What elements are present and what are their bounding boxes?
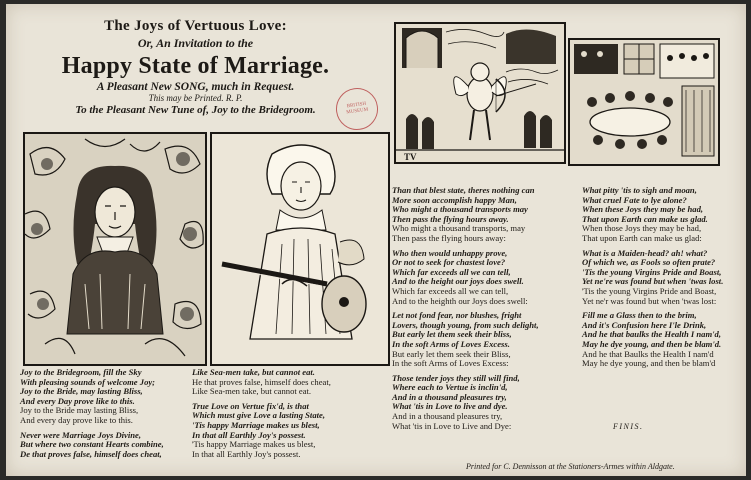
stanza xyxy=(192,368,372,397)
title-main: Happy State of Marriage. xyxy=(61,53,330,79)
verse-line: In that all Earthly Joy's possest. xyxy=(192,448,301,459)
verse-line: When these Joys they may be had, xyxy=(582,204,704,215)
verse-line: Or not to seek for chastest love? xyxy=(392,257,506,268)
verse-line: But where two constant Hearts combine, xyxy=(20,439,164,450)
verse-line: 'Tis the young Virgins Pride and Boast, xyxy=(582,285,717,296)
finis-mark: FINIS. xyxy=(613,422,644,431)
verse-line: What cruel Fate to lye alone? xyxy=(582,194,687,205)
verse-line: Then pass the flying hours away: xyxy=(392,232,506,243)
wedding-feast-icon xyxy=(570,40,718,164)
verse-line: What is a Maiden-head? ah! what? xyxy=(582,247,708,258)
verse-column-3 xyxy=(392,186,578,436)
verse-line: With pleasing sounds of welcome Joy; xyxy=(20,376,156,387)
cupid-with-bow-icon xyxy=(396,24,564,162)
verse-line: Joy to the Bride, may lasting Bliss, xyxy=(20,386,143,397)
verse-line: He that proves false, himself does cheat, xyxy=(192,376,331,387)
verse-line: Like Sea-men take, but cannot eat. xyxy=(192,367,315,377)
verse-line: Then pass the flying hours away. xyxy=(392,213,509,224)
stanza xyxy=(392,186,578,244)
verse-column-1 xyxy=(20,368,196,464)
verse-line: What 'tis in Love to live and dye. xyxy=(392,401,508,412)
stanza xyxy=(192,402,372,460)
verse-line: And in a thousand pleasures try, xyxy=(392,391,507,402)
verse-line: Those tender joys they still will find, xyxy=(392,372,520,383)
verse-line: But early let them seek their bliss, xyxy=(392,329,512,340)
verse-line: And every day prove like to this. xyxy=(20,414,133,425)
verse-line: Let not fond fear, nor blushes, fright xyxy=(392,310,522,321)
verse-line: Who then would unhappy prove, xyxy=(392,247,508,258)
verse-line: What pitty 'tis to sigh and moan, xyxy=(582,185,697,195)
verse-line: True Love on Vertue fix'd, is that xyxy=(192,400,309,411)
stanza xyxy=(392,311,578,369)
verse-line: And to the height our joys does swell. xyxy=(392,276,524,287)
stanza xyxy=(392,374,578,432)
verse-line: Like Sea-men take, but cannot eat. xyxy=(192,386,312,397)
verse-line: And in a thousand pleasures try, xyxy=(392,411,503,422)
verse-column-4 xyxy=(582,186,742,374)
woodcut-cupid-scene xyxy=(394,22,566,164)
woodcut-initials: TV xyxy=(404,152,417,162)
verse-line: Of which we, as Fools so often prate? xyxy=(582,257,716,268)
verse-line: May he dye young, and then be blam'd. xyxy=(582,338,722,349)
stanza xyxy=(20,368,196,426)
verse-line: Yet ne'r was found but when 'twas lost: xyxy=(582,295,717,306)
verse-line: That upon Earth can make us glad: xyxy=(582,232,702,243)
verse-line: And he that baulks the Health I nam'd, xyxy=(582,329,721,340)
verse-line: De that proves false, himself does cheat, xyxy=(20,448,162,459)
verse-line: That upon Earth can make us glad. xyxy=(582,213,708,224)
woodcut-man-portrait xyxy=(23,132,207,366)
stanza xyxy=(582,249,742,307)
stanza xyxy=(392,249,578,307)
verse-line: Never were Marriage Joys Divine, xyxy=(20,429,142,440)
verse-line: Which must give Love a lasting State, xyxy=(192,410,325,421)
verse-line: When those Joys they may be had, xyxy=(582,223,702,234)
title-subtitle: A Pleasant New SONG, much in Request. xyxy=(96,81,295,93)
verse-line: What 'tis in Love to Live and Dye: xyxy=(392,420,512,431)
broadside-sheet xyxy=(6,4,746,476)
verse-line: 'Tis happy Marriage makes us blest, xyxy=(192,439,316,450)
verse-line: Where each to Vertue is inclin'd, xyxy=(392,382,508,393)
verse-line: And he that Baulks the Health I nam'd xyxy=(582,348,714,359)
title-line-2: Or, An Invitation to the xyxy=(137,36,254,50)
verse-line: In the soft Arms of Loves Excess: xyxy=(392,358,509,369)
verse-line: Which far exceeds all we can tell, xyxy=(392,266,511,277)
title-block xyxy=(18,18,373,116)
woman-with-lute-icon xyxy=(212,134,388,364)
man-portrait-icon xyxy=(25,134,205,364)
title-line-1: The Joys of Vertuous Love: xyxy=(104,18,287,34)
verse-line: In the soft Arms of Loves Excess. xyxy=(392,338,510,349)
stanza xyxy=(582,186,742,244)
imprint-line: Printed for C. Dennisson at the Stationers-Armes within Aldgate. xyxy=(466,462,675,471)
woodcut-woman-portrait xyxy=(210,132,390,366)
verse-line: More soon accomplish happy Man, xyxy=(392,194,517,205)
tune-line: To the Pleasant New Tune of, Joy to the Bridegroom. xyxy=(75,104,316,116)
license-line: This may be Printed. R. P. xyxy=(148,93,243,103)
woodcut-feast-scene xyxy=(568,38,720,166)
verse-line: In that all Earthly Joy's possest. xyxy=(192,429,306,440)
verse-line: And it's Confusion here I'le Drink, xyxy=(582,319,707,330)
stanza xyxy=(582,311,742,369)
verse-line: Joy to the Bride may lasting Bliss, xyxy=(20,405,139,416)
verse-line: May he dye young, and then be blam'd xyxy=(582,358,716,369)
verse-line: Fill me a Glass then to the brim, xyxy=(582,310,697,321)
verse-column-2 xyxy=(192,368,372,464)
verse-line: Joy to the Bridegroom, fill the Sky xyxy=(20,367,142,377)
verse-line: Who might a thousand transports may xyxy=(392,204,528,215)
verse-line: Lovers, though young, from such delight, xyxy=(392,319,539,330)
verse-line: 'Tis the young Virgins Pride and Boast, xyxy=(582,266,722,277)
stamp-text: BRITISH MUSEUM xyxy=(346,101,369,116)
verse-line: 'Tis happy Marriage makes us blest, xyxy=(192,419,320,430)
verse-line: But early let them seek their Bliss, xyxy=(392,348,511,359)
verse-line: Yet ne're was found but when 'twas lost. xyxy=(582,276,724,287)
verse-line: Which far exceeds all we can tell, xyxy=(392,285,509,296)
verse-line: Than that blest state, theres nothing can xyxy=(392,185,535,195)
verse-line: And to the heighth our Joys does swell: xyxy=(392,295,528,306)
stanza xyxy=(20,431,196,460)
verse-line: Who might a thousand transports, may xyxy=(392,223,526,234)
verse-line: And every Day prove like to this. xyxy=(20,395,135,406)
